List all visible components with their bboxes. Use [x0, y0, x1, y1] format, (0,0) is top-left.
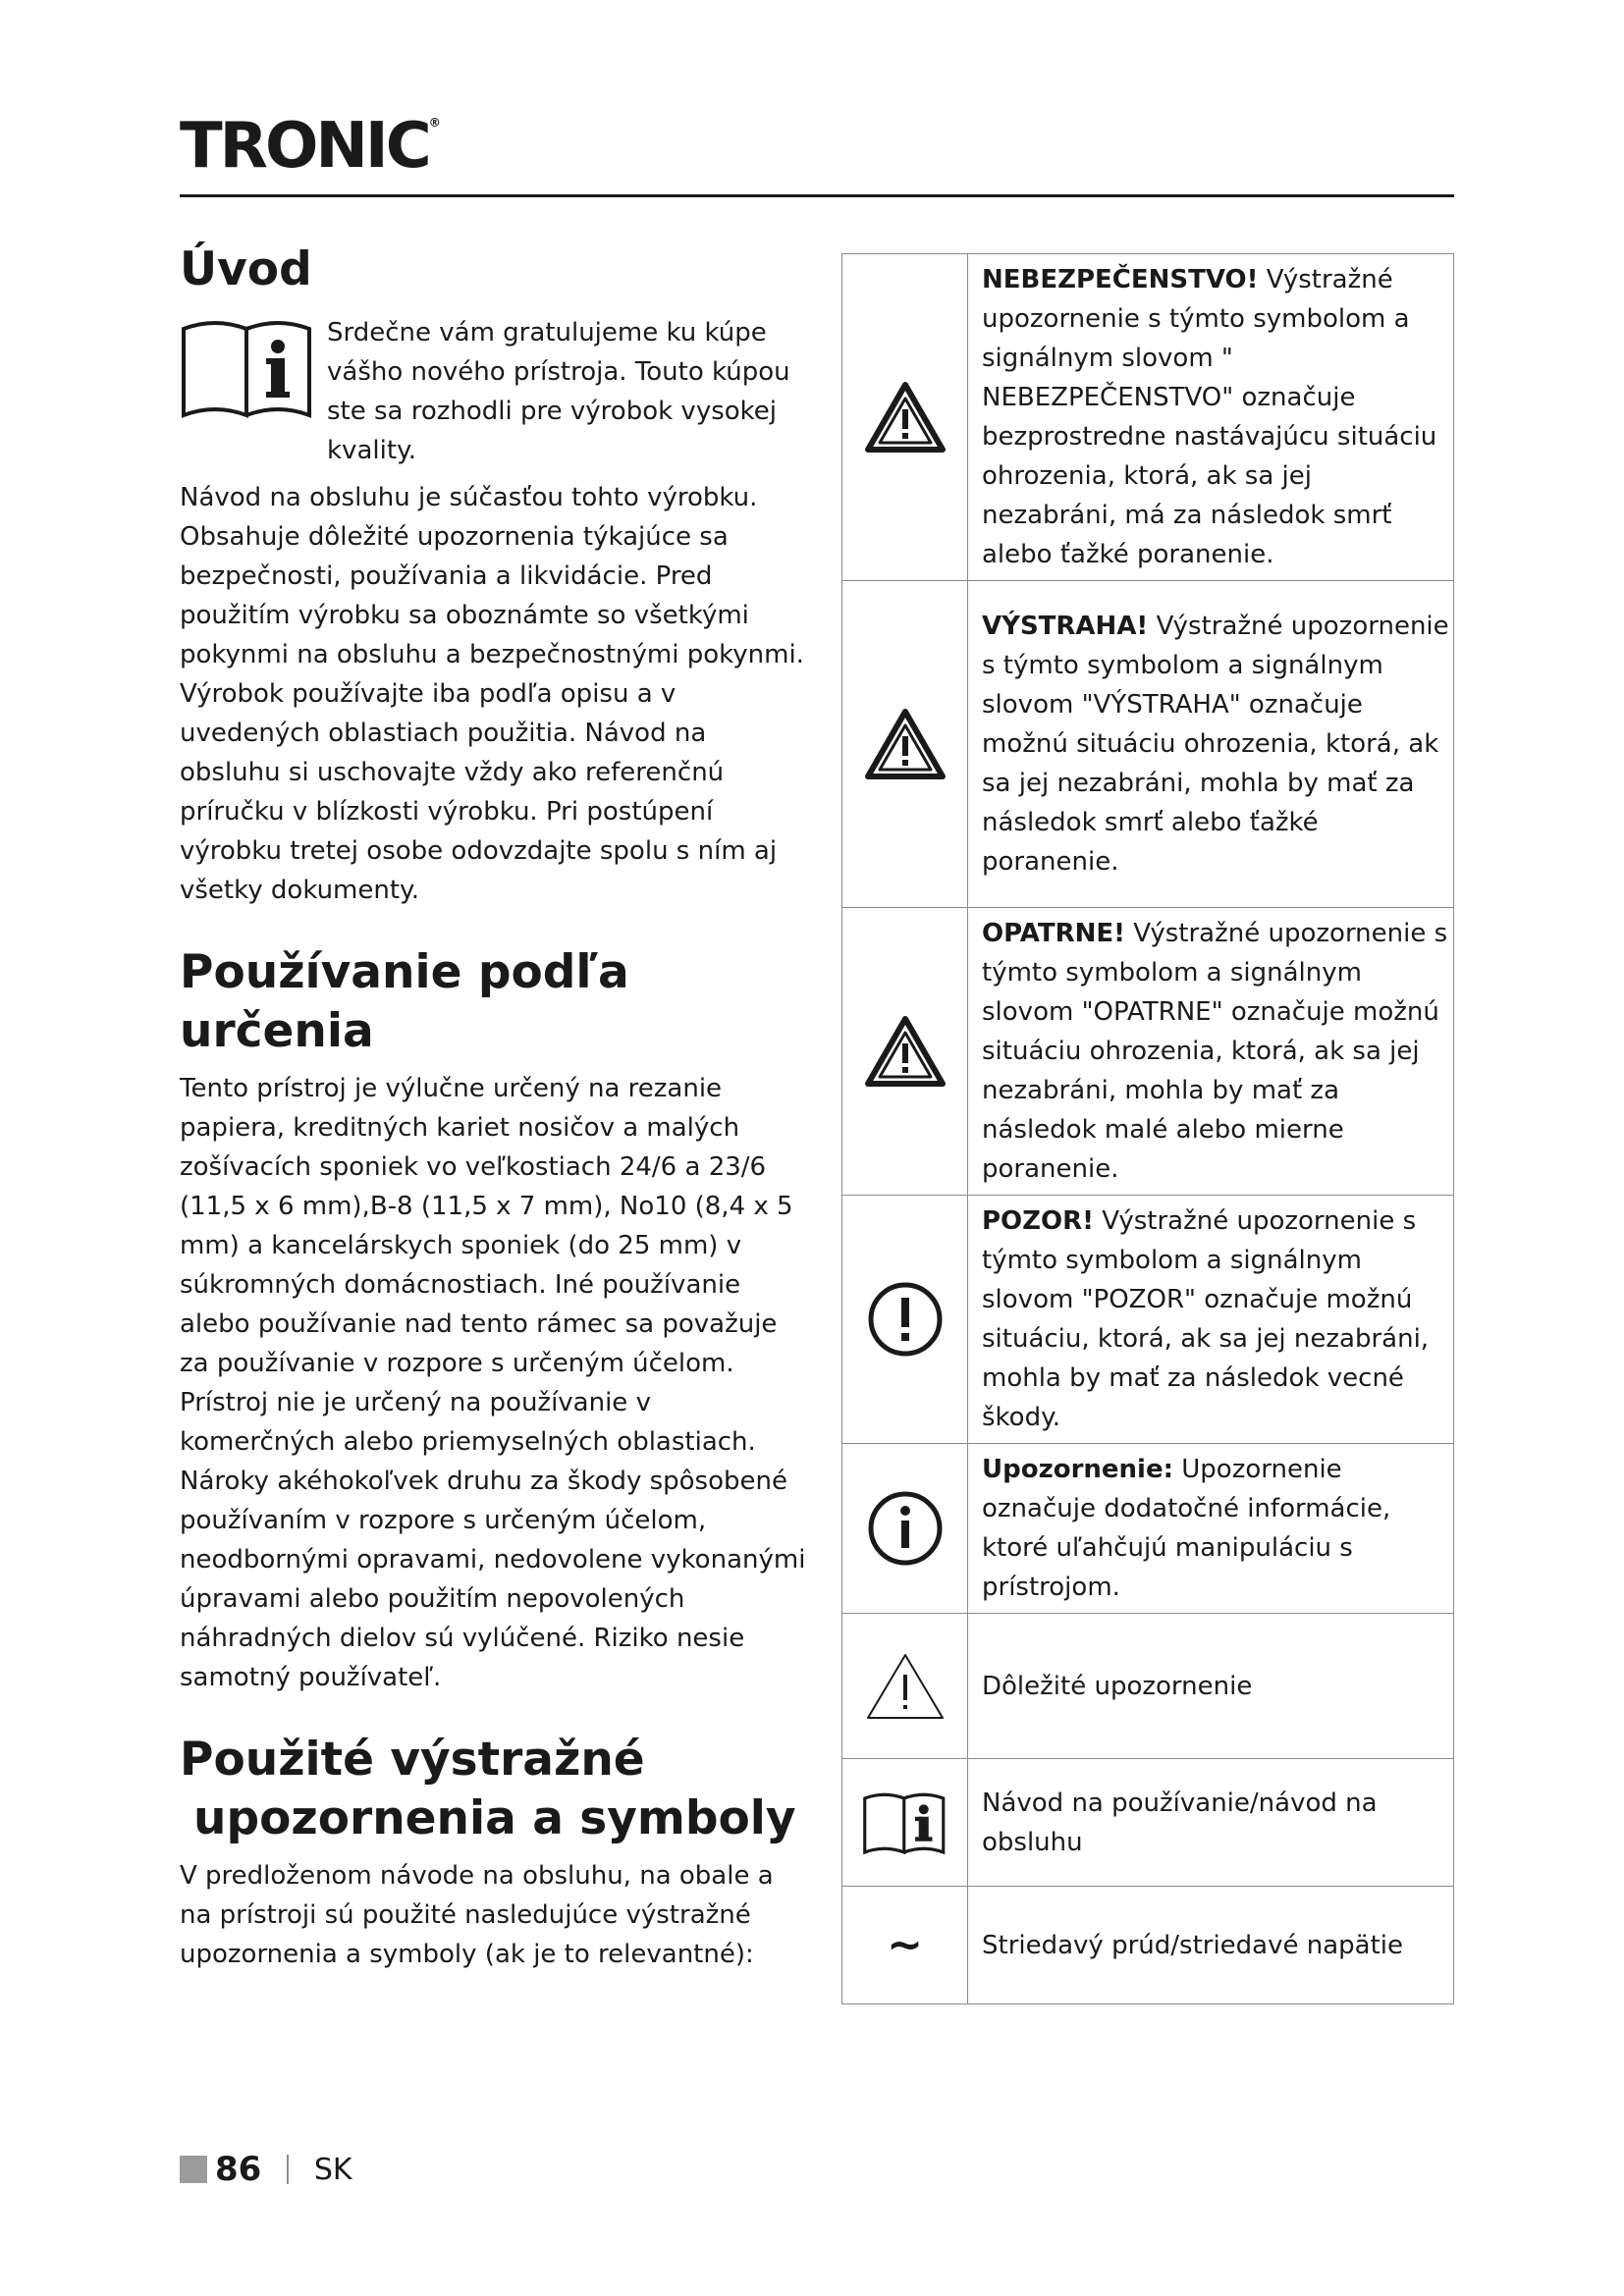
symbol-description: Výstražné upozornenie s týmto symbolom a signálnym slovom "POZOR" označuje možnú situáciu, ktorá, ak sa jej nezabráni, mohla by mať za následok vecné škody. — [982, 1206, 1430, 1432]
table-row — [842, 908, 1454, 1196]
symbol-description: Striedavý prúd/striedavé napätie — [982, 1930, 1404, 1960]
language-code: SK — [313, 2152, 352, 2187]
page-number: 86 — [215, 2150, 262, 2189]
symbol-description: Výstražné upozornenie s týmto symbolom a signálnym slovom "VÝSTRAHA" označuje možnú situáciu ohrozenia, ktorá, ak sa jej nezabráni, mohla by mať za následok smrť alebo ťažké poranenie. — [982, 612, 1449, 877]
warnings-section — [180, 1731, 808, 1974]
thin-warning-triangle-icon — [864, 1651, 947, 1722]
symbols-table — [841, 253, 1454, 2004]
brand-logo: TRONIC® — [180, 110, 441, 183]
table-row — [842, 1614, 1454, 1759]
signal-word: OPATRNE! — [982, 919, 1126, 948]
table-row — [842, 1196, 1454, 1444]
symbol-description: Návod na používanie/návod na obsluhu — [982, 1788, 1378, 1857]
liability-body: Nároky akéhokoľvek druhu za škody spôsobené používaním v rozpore s určeným účelom, neodbornými opravami, nedovolene vykonanými úpravami alebo použitím nepovolených náhradných dielov sú vylúčené. Riziko nesie samotný používateľ. — [180, 1467, 806, 1692]
warning-triangle-icon — [864, 1014, 947, 1089]
exclamation-circle-icon — [866, 1280, 945, 1359]
intro-block — [180, 313, 808, 470]
table-row — [842, 581, 1454, 908]
warning-triangle-icon — [864, 707, 947, 781]
footer-square — [180, 2156, 207, 2183]
table-row — [842, 1444, 1454, 1614]
symbol-description: Výstražné upozornenie s týmto symbolom a signálnym slovom " NEBEZPEČENSTVO" označuje bezprostredne nastávajúcu situáciu ohrozenia, ktorá, ak sa jej nezabráni, má za následok smrť alebo ťažké poranenie. — [982, 265, 1437, 569]
header-rule — [180, 194, 1454, 197]
warnings-heading: Použité výstražné upozornenia a symboly — [180, 1733, 796, 1845]
footer-divider — [287, 2155, 289, 2184]
symbol-description: Výstražné upozornenie s týmto symbolom a signálnym slovom "OPATRNE" označuje možnú situáciu ohrozenia, ktorá, ak sa jej nezabráni, mohla by mať za následok malé alebo mierne poranenie. — [982, 919, 1448, 1184]
intro-heading: Úvod — [180, 242, 312, 296]
intro-lead: Srdečne vám gratulujeme ku kúpe vášho nového prístroja. Touto kúpou ste sa rozhodli pre výrobok vysokej kvality. — [327, 318, 790, 465]
symbol-description: Upozornenie označuje dodatočné informácie, ktoré uľahčujú manipuláciu s prístrojom. — [982, 1455, 1391, 1602]
signal-word: NEBEZPEČENSTVO! — [982, 265, 1259, 294]
signal-word: Upozornenie: — [982, 1455, 1173, 1484]
table-row — [842, 254, 1454, 581]
info-book-icon — [862, 1789, 948, 1857]
info-book-icon — [180, 313, 317, 423]
intended-use-body: Tento prístroj je výlučne určený na rezanie papiera, kreditných kariet nosičov a malých zošívacích sponiek vo veľkostiach 24/6 a 23/6 (11,5 x 6 mm),B-8 (11,5 x 7 mm), No10 (8,4 x 5 mm) a kancelárskych sponiek (do 25 mm) v súkromných domácnostiach. Iné používanie alebo používanie nad tento rámec sa považuje za používanie v rozpore s určeným účelom. Prístroj nie je určený na používanie v komerčných alebo priemyselných oblastiach. — [180, 1074, 793, 1457]
table-row — [842, 1759, 1454, 1887]
table-row — [842, 1887, 1454, 2004]
signal-word: VÝSTRAHA! — [982, 612, 1149, 641]
signal-word: POZOR! — [982, 1206, 1094, 1236]
tilde-icon: ~ — [887, 1920, 923, 1970]
intro-body: Návod na obsluhu je súčasťou tohto výrobku. Obsahuje dôležité upozornenia týkajúce sa bezpečnosti, používania a likvidácie. Pred použitím výrobku sa oboznámte so všetkými pokynmi na obsluhu a bezpečnostnými pokynmi. Výrobok používajte iba podľa opisu a v uvedených oblastiach použitia. Návod na obsluhu si uschovajte vždy ako referenčnú príručku v blízkosti výrobku. Pri postúpení výrobku tretej osobe odovzdajte spolu s ním aj všetky dokumenty. — [180, 483, 804, 905]
intended-use-section — [180, 943, 808, 1697]
left-column — [180, 240, 808, 1974]
warning-triangle-icon — [864, 380, 947, 454]
intended-use-heading: Používanie podľa určenia — [180, 945, 629, 1058]
warnings-body: V predloženom návode na obsluhu, na obale a na prístroji sú použité nasledujúce výstražné upozornenia a symboly (ak je to relevantné): — [180, 1861, 774, 1969]
page-footer — [180, 2150, 352, 2189]
symbol-description: Dôležité upozornenie — [982, 1671, 1253, 1701]
info-circle-icon — [866, 1489, 945, 1568]
